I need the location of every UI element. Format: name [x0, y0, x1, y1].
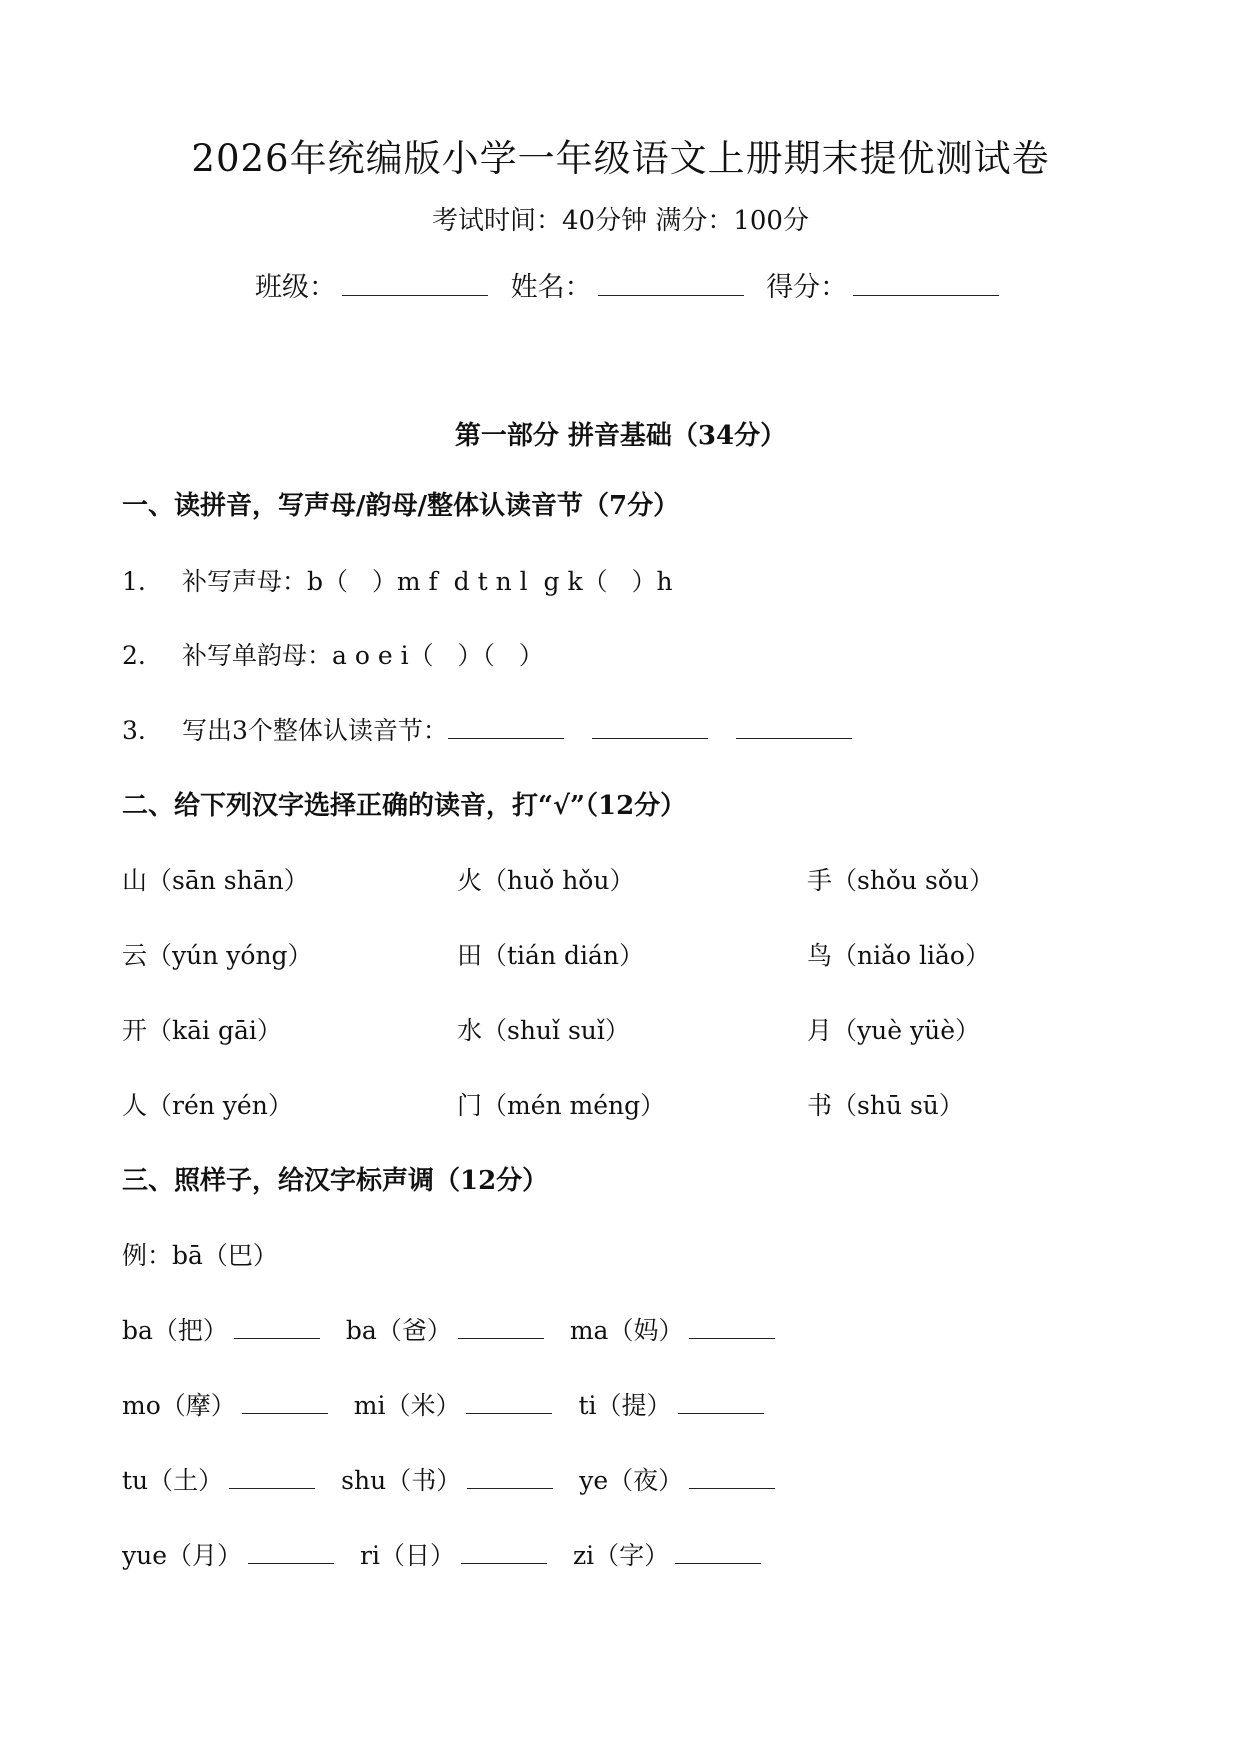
item-number: 2. — [122, 641, 146, 670]
answer-blank[interactable] — [678, 1389, 764, 1414]
section1-heading: 一、读拼音，写声母/韵母/整体认读音节（7分） — [122, 491, 680, 521]
pinyin-choice-cell: 门（mén méng） — [457, 1091, 666, 1120]
answer-blank[interactable] — [458, 1314, 544, 1339]
tone-item: shu（书） — [341, 1466, 462, 1495]
tone-row — [122, 1311, 801, 1347]
item-text: 写出3个整体认读音节： — [182, 716, 448, 745]
answer-blank[interactable] — [448, 714, 564, 739]
tone-item: ye（夜） — [579, 1466, 684, 1495]
part1-title: 第一部分 拼音基础（34分） — [454, 421, 787, 451]
pinyin-choice-cell: 书（shū sū） — [807, 1091, 964, 1120]
name-blank[interactable] — [598, 268, 744, 296]
score-blank[interactable] — [853, 268, 999, 296]
item-text: 补写声母：b（ ）m f d t n l g k（ ）h — [182, 567, 673, 596]
tone-item: mo（摩） — [122, 1391, 236, 1420]
exam-subtitle: 考试时间：40分钟 满分：100分 — [432, 206, 809, 236]
tone-item: tu（土） — [122, 1466, 224, 1495]
tone-item: zi（字） — [572, 1541, 670, 1570]
pinyin-choice-cell: 山（sān shān） — [122, 866, 309, 895]
answer-blank[interactable] — [592, 714, 708, 739]
tone-item: ri（日） — [360, 1541, 455, 1570]
pinyin-choice-cell: 人（rén yén） — [122, 1091, 293, 1120]
pinyin-choice-cell: 水（shuǐ suǐ） — [457, 1016, 630, 1045]
item-number: 1. — [122, 567, 146, 596]
sec1-item-2 — [122, 636, 544, 672]
sec1-item-3 — [122, 711, 880, 747]
page-title: 2026年统编版小学一年级语文上册期末提优测试卷 — [191, 137, 1050, 180]
answer-blank[interactable] — [234, 1314, 320, 1339]
answer-blank[interactable] — [461, 1539, 547, 1564]
tone-item: ti（提） — [578, 1391, 672, 1420]
answer-blank[interactable] — [466, 1389, 552, 1414]
tone-item: ma（妈） — [569, 1316, 684, 1345]
class-blank[interactable] — [342, 268, 488, 296]
item-number: 3. — [122, 716, 146, 745]
answer-blank[interactable] — [229, 1464, 315, 1489]
answer-blank[interactable] — [248, 1539, 334, 1564]
tone-item: ba（把） — [122, 1316, 228, 1345]
name-label: 姓名： — [510, 272, 592, 303]
sec1-item-1 — [122, 562, 673, 598]
tone-item: ba（爸） — [345, 1316, 452, 1345]
section3-heading: 三、照样子，给汉字标声调（12分） — [122, 1166, 549, 1196]
tone-item: mi（米） — [353, 1391, 461, 1420]
answer-blank[interactable] — [242, 1389, 328, 1414]
student-info-line — [255, 265, 1013, 304]
pinyin-choice-cell: 火（huǒ hǒu） — [457, 866, 635, 895]
pinyin-choice-cell: 开（kāi gāi） — [122, 1016, 282, 1045]
answer-blank[interactable] — [689, 1464, 775, 1489]
answer-blank[interactable] — [736, 714, 852, 739]
pinyin-choice-cell: 月（yuè yüè） — [807, 1016, 980, 1045]
tone-row — [122, 1461, 801, 1497]
section2-heading: 二、给下列汉字选择正确的读音，打“√”（12分） — [122, 791, 687, 821]
class-label: 班级： — [255, 272, 336, 303]
tone-row — [122, 1536, 787, 1572]
pinyin-choice-cell: 手（shǒu sǒu） — [807, 866, 995, 895]
score-label: 得分： — [766, 272, 848, 303]
pinyin-choice-cell: 鸟（niǎo liǎo） — [807, 941, 990, 970]
pinyin-choice-cell: 田（tián dián） — [457, 941, 644, 970]
tone-example: 例：bā（巴） — [122, 1241, 278, 1270]
answer-blank[interactable] — [689, 1314, 775, 1339]
item-text: 补写单韵母：a o e i（ ）（ ） — [182, 641, 544, 670]
tone-row — [122, 1386, 790, 1422]
tone-item: yue（月） — [122, 1541, 243, 1570]
answer-blank[interactable] — [675, 1539, 761, 1564]
answer-blank[interactable] — [467, 1464, 553, 1489]
pinyin-choice-cell: 云（yún yóng） — [122, 941, 313, 970]
